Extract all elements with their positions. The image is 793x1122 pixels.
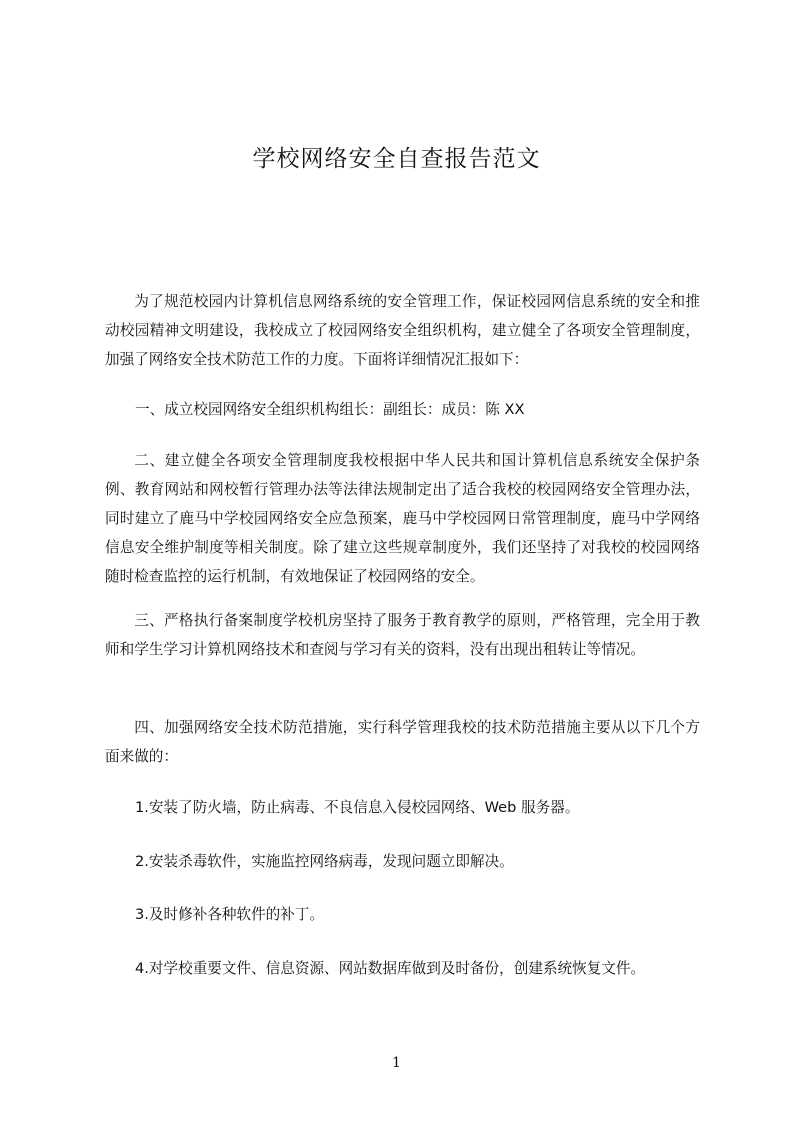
list-item: 4.对学校重要文件、信息资源、网站数据库做到及时备份，创建系统恢复文件。 [135,960,646,977]
list-item: 1.安装了防火墙，防止病毒、不良信息入侵校园网络、Web 服务器。 [135,799,580,816]
list-item: 2.安装杀毒软件，实施监控网络病毒，发现问题立即解决。 [135,853,514,870]
list-item: 3.及时修补各种软件的补丁。 [135,906,325,923]
intro-paragraph: 为了规范校园内计算机信息网络系统的安全管理工作，保证校园网信息系统的安全和推动校园精神文明建设，我校成立了校园网络安全组织机构，建立健全了各项安全管理制度，加强了网络安全技术防范工作的力度。下面将详细情况汇报如下： [105,293,700,368]
page-number: 1 [392,1055,401,1071]
section-two-paragraph: 二、建立健全各项安全管理制度我校根据中华人民共和国计算机信息系统安全保护条例、教育网站和网校暂行管理办法等法律法规制定出了适合我校的校园网络安全管理办法，同时建立了鹿马中学校园网络安全应急预案，鹿马中学校园网日常管理制度，鹿马中学网络信息安全维护制度等相关制度。除了建立这些规章制度外，我们还坚持了对我校的校园网络随时检查监控的运行机制，有效地保证了校园网络的安全。 [105,452,700,585]
section-three-paragraph: 三、严格执行备案制度学校机房坚持了服务于教育教学的原则，严格管理，完全用于教师和学生学习计算机网络技术和查阅与学习有关的资料，没有出现出租转让等情况。 [105,612,700,658]
section-one-paragraph: 一、成立校园网络安全组织机构组长：副组长：成员：陈 XX [135,401,525,418]
section-four-paragraph: 四、加强网络安全技术防范措施，实行科学管理我校的技术防范措施主要从以下几个方面来做的： [105,719,700,765]
document-title: 学校网络安全自查报告范文 [252,146,541,172]
